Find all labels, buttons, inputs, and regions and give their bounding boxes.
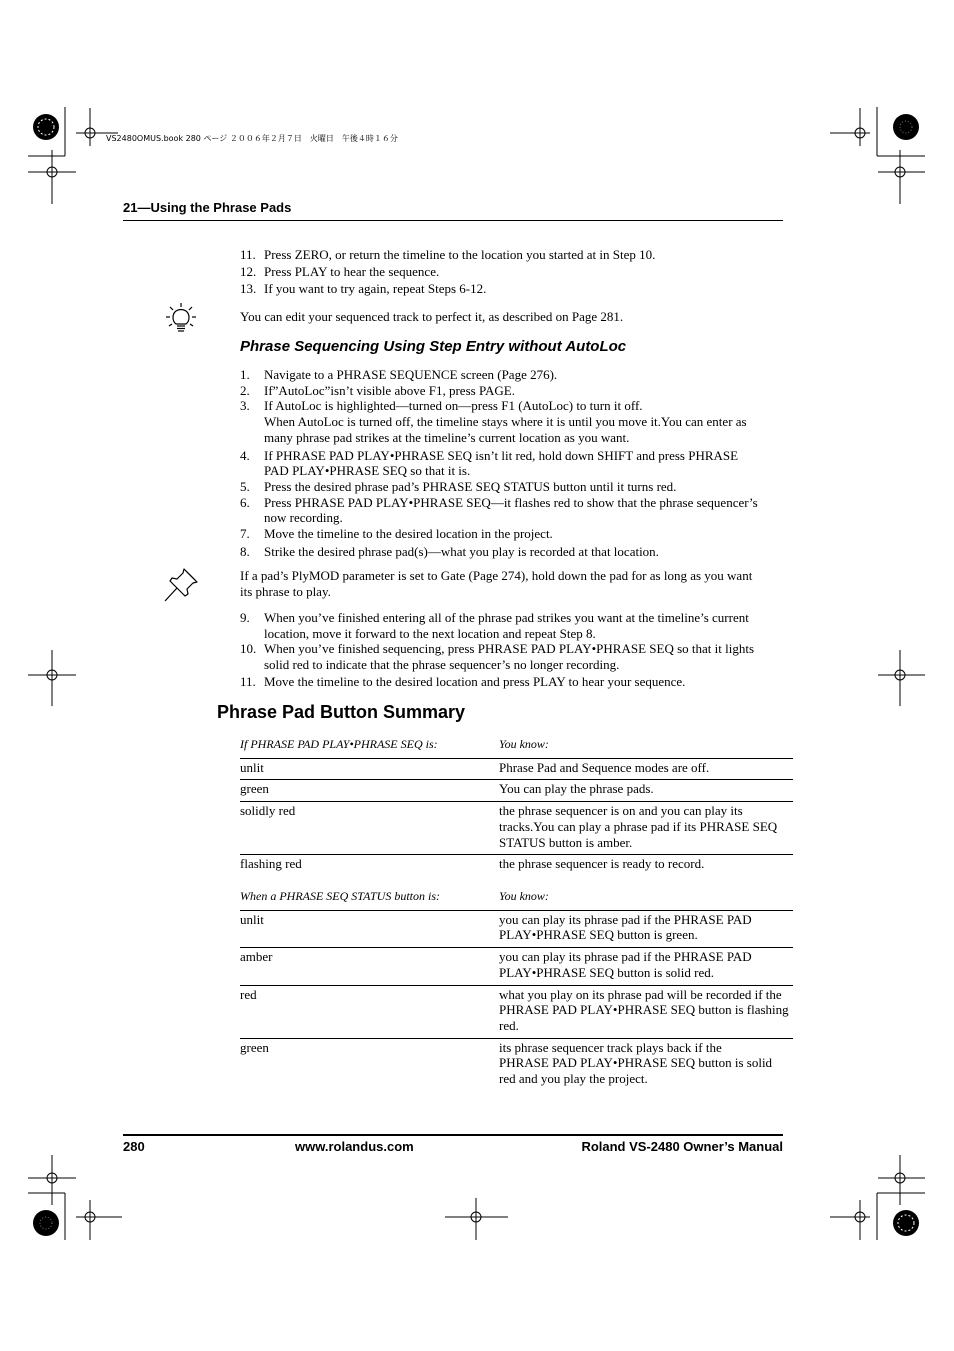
- table-row: [240, 758, 793, 780]
- table-header-row: [240, 888, 793, 910]
- table-header-cell: You know:: [499, 888, 793, 910]
- header-rule: [123, 220, 783, 221]
- list-item: 11. Move the timeline to the desired location and press PLAY to hear your sequence.: [240, 673, 686, 689]
- table-cell: green: [240, 1039, 269, 1055]
- list-item: 12. Press PLAY to hear the sequence.: [240, 263, 440, 279]
- lightbulb-icon: [165, 302, 197, 336]
- table-row: [240, 855, 793, 876]
- table-header-cell: You know:: [499, 736, 793, 758]
- table-row: [240, 1038, 793, 1091]
- tip-note: You can edit your sequenced track to perfect it, as described on Page 281.: [240, 309, 624, 324]
- table-header-row: [240, 736, 793, 758]
- subsection-title: Phrase Sequencing Using Step Entry without AutoLoc: [240, 338, 627, 355]
- table-row: [240, 948, 793, 985]
- page-number: 280: [123, 1139, 145, 1154]
- list-item: When AutoLoc is turned off, the timeline stays where it is until you move it.You can enter as many phrase pad strikes at the timeline’s current location as you want.: [264, 414, 747, 445]
- table-header-cell: When a PHRASE SEQ STATUS button is:: [240, 888, 499, 910]
- steps-list-b: [240, 367, 780, 559]
- list-item: 4. If PHRASE PAD PLAY•PHRASE SEQ isn’t lit red, hold down SHIFT and press PHRASE PAD PLAY•PHRASE SEQ so that it is.: [240, 447, 739, 479]
- steps-list-a: [240, 247, 780, 297]
- list-item: 11. Press ZERO, or return the timeline to the location you started at in Step 10.: [240, 247, 656, 262]
- list-item: 3. If AutoLoc is highlighted—turned on—press F1 (AutoLoc) to turn it off.: [240, 398, 643, 414]
- table-cell: you can play its phrase pad if the PHRASE PAD PLAY•PHRASE SEQ button is solid red.: [499, 948, 793, 985]
- steps-list-c: [240, 610, 780, 690]
- table-row: [240, 802, 793, 855]
- table-row: [240, 780, 793, 802]
- footer-rule: [123, 1134, 783, 1136]
- table-cell: You can play the phrase pads.: [499, 780, 793, 802]
- list-item: 8. Strike the desired phrase pad(s)—what you play is recorded at that location.: [240, 543, 659, 559]
- running-header: 21—Using the Phrase Pads: [123, 200, 292, 215]
- table-cell: solidly red: [240, 802, 499, 855]
- section-title: Phrase Pad Button Summary: [217, 702, 466, 722]
- pushpin-icon: [162, 566, 200, 604]
- list-item: 13. If you want to try again, repeat Steps 6-12.: [240, 281, 487, 297]
- table-row: [240, 985, 793, 1038]
- table-cell: green: [240, 780, 499, 802]
- summary-table-pad-play: [240, 736, 793, 876]
- list-item: 5. Press the desired phrase pad’s PHRASE SEQ STATUS button until it turns red.: [240, 478, 677, 494]
- table-cell: what you play on its phrase pad will be recorded if the PHRASE PAD PLAY•PHRASE SEQ button is flashing red.: [499, 985, 793, 1038]
- table-cell: the phrase sequencer is ready to record.: [499, 856, 705, 872]
- summary-table-seq-status: [240, 888, 793, 1091]
- list-item: 2. If”AutoLoc”isn’t visible above F1, press PAGE.: [240, 382, 515, 398]
- table-cell: unlit: [240, 758, 499, 780]
- list-item: 6. Press PHRASE PAD PLAY•PHRASE SEQ—it flashes red to show that the phrase sequencer’s now recording.: [240, 494, 758, 526]
- table-cell: its phrase sequencer track plays back if the PHRASE PAD PLAY•PHRASE SEQ button is solid red and you play the project.: [499, 1039, 773, 1087]
- table-header-cell: If PHRASE PAD PLAY•PHRASE SEQ is:: [240, 736, 499, 758]
- print-mark: VS2480OMUS.book 280 ページ ２００６年２月７日 火曜日 午後４時１６分: [106, 134, 398, 143]
- list-item: 7. Move the timeline to the desired location in the project.: [240, 526, 553, 542]
- table-cell: Phrase Pad and Sequence modes are off.: [499, 758, 793, 780]
- table-cell: unlit: [240, 910, 499, 947]
- footer-manual-title: Roland VS-2480 Owner’s Manual: [581, 1139, 783, 1154]
- table-cell: flashing red: [240, 856, 302, 872]
- table-cell: you can play its phrase pad if the PHRASE PAD PLAY•PHRASE SEQ button is green.: [499, 910, 793, 947]
- list-item: 9. When you’ve finished entering all of the phrase pad strikes you want at the timeline’s current location, move it forward to the next location and repeat Step 8.: [240, 610, 749, 641]
- table-cell: the phrase sequencer is on and you can play its tracks.You can play a phrase pad if its PHRASE SEQ STATUS button is amber.: [499, 802, 793, 855]
- list-item: 1. Navigate to a PHRASE SEQUENCE screen (Page 276).: [240, 367, 558, 382]
- table-cell: amber: [240, 948, 499, 985]
- pin-note: If a pad’s PlyMOD parameter is set to Gate (Page 274), hold down the pad for as long as you want its phrase to play.: [240, 568, 753, 599]
- footer-url: www.rolandus.com: [295, 1139, 414, 1154]
- list-item: 10. When you’ve finished sequencing, press PHRASE PAD PLAY•PHRASE SEQ so that it lights solid red to indicate that the phrase sequencer’s no longer recording.: [240, 641, 755, 673]
- table-row: [240, 910, 793, 947]
- table-cell: red: [240, 985, 499, 1038]
